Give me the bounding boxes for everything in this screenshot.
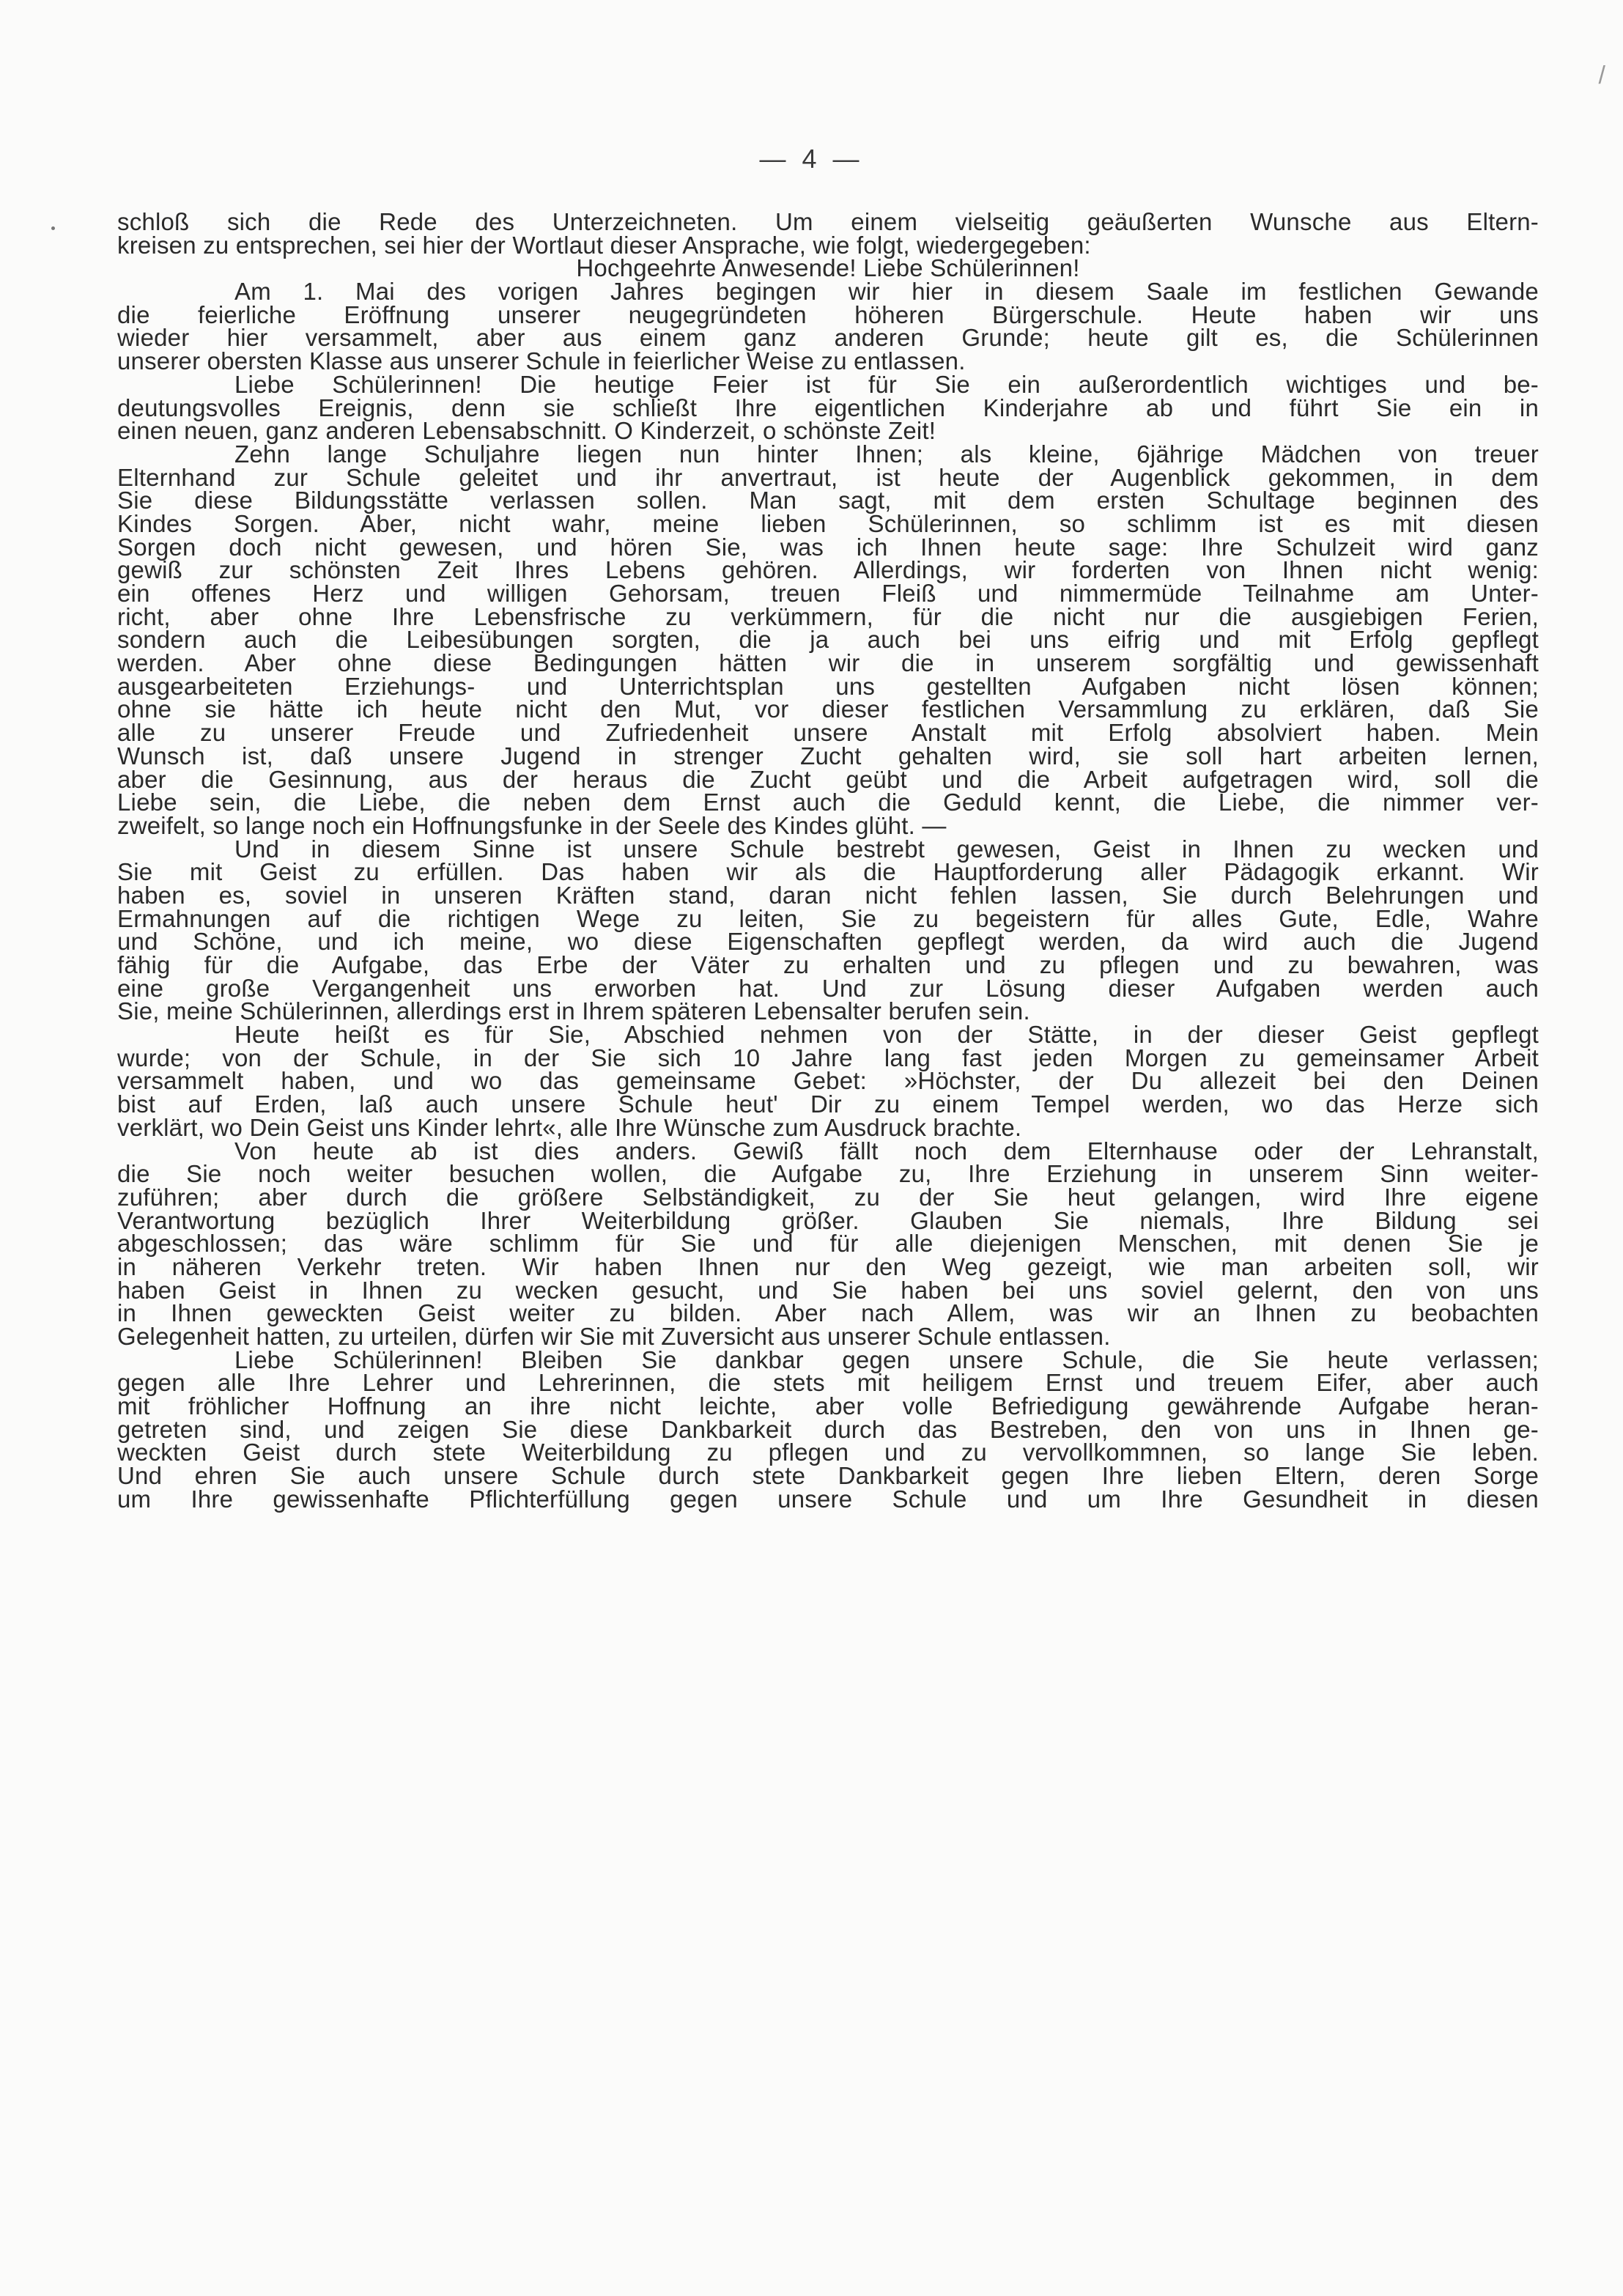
text-line: wurde; von der Schule, in der Sie sich 10 Jahre lang fast jeden Morgen zu gemeinsamer Arbeit <box>117 1044 1539 1071</box>
text-line: Liebe Schülerinnen! Bleiben Sie dankbar gegen unsere Schule, die Sie heute verlassen; <box>234 1346 1539 1373</box>
salutation-line: Hochgeehrte Anwesende! Liebe Schülerinnen! <box>576 254 1080 282</box>
text-line: einen neuen, ganz anderen Lebensabschnitt. O Kinderzeit, o schönste Zeit! <box>117 417 936 445</box>
page-number: — 4 — <box>759 144 864 174</box>
text-line: Wunsch ist, daß unsere Jugend in strenger Zucht gehalten wird, sie soll hart arbeiten lernen, <box>117 742 1539 769</box>
text-line: kreisen zu entsprechen, sei hier der Wortlaut dieser Ansprache, wie folgt, wiedergegeben: <box>117 231 1091 259</box>
text-line: zuführen; aber durch die größere Selbständigkeit, zu der Sie heut gelangen, wird Ihre eigene <box>117 1183 1539 1211</box>
text-line: in Ihnen geweckten Geist weiter zu bilden. Aber nach Allem, was wir an Ihnen zu beobachten <box>117 1299 1539 1327</box>
text-line: getreten sind, und zeigen Sie diese Dankbarkeit durch das Bestreben, den von uns in Ihnen ge- <box>117 1415 1539 1443</box>
text-line: haben Geist in Ihnen zu wecken gesucht, und Sie haben bei uns soviel gelernt, den von uns <box>117 1276 1539 1304</box>
text-line: ausgearbeiteten Erziehungs- und Unterrichtsplan uns gestellten Aufgaben nicht lösen können; <box>117 672 1539 700</box>
text-line: verklärt, wo Dein Geist uns Kinder lehrt«, alle Ihre Wünsche zum Ausdruck brachte. <box>117 1113 1022 1141</box>
text-line: sondern auch die Leibesübungen sorgten, die ja auch bei uns eifrig und mit Erfolg gepflegt <box>117 626 1539 654</box>
text-line: eine große Vergangenheit uns erworben hat. Und zur Lösung dieser Aufgaben werden auch <box>117 974 1539 1002</box>
text-line: ein offenes Herz und willigen Gehorsam, treuen Fleiß und nimmermüde Teilnahme am Unter- <box>117 580 1539 607</box>
text-line: um Ihre gewissenhafte Pflichterfüllung gegen unsere Schule und um Ihre Gesundheit in diesen <box>117 1485 1539 1513</box>
text-line: die Sie noch weiter besuchen wollen, die Aufgabe zu, Ihre Erziehung in unserem Sinn weiter- <box>117 1160 1539 1188</box>
text-line: deutungsvolles Ereignis, denn sie schließt Ihre eigentlichen Kinderjahre ab und führt Sie ein in <box>117 394 1539 421</box>
text-line: Sie diese Bildungsstätte verlassen sollen. Man sagt, mit dem ersten Schultage beginnen des <box>117 487 1539 514</box>
speech-text-block <box>117 210 1539 1511</box>
text-line: Kindes Sorgen. Aber, nicht wahr, meine lieben Schülerinnen, so schlimm ist es mit diesen <box>117 509 1539 537</box>
text-line: zweifelt, so lange noch ein Hoffnungsfunke in der Seele des Kindes glüht. — <box>117 811 947 839</box>
text-line: unserer obersten Klasse aus unserer Schule in feierlicher Weise zu entlassen. <box>117 347 966 375</box>
text-line: ohne sie hätte ich heute nicht den Mut, vor dieser festlichen Versammlung zu erklären, daß Sie <box>117 695 1539 723</box>
text-line: mit fröhlicher Hoffnung an ihre nicht leichte, aber volle Befriedigung gewährende Aufgabe heran- <box>117 1392 1539 1420</box>
text-line: Von heute ab ist dies anders. Gewiß fällt noch dem Elternhause oder der Lehranstalt, <box>234 1137 1539 1164</box>
text-line: aber die Gesinnung, aus der heraus die Zucht geübt und die Arbeit aufgetragen wird, soll die <box>117 765 1539 793</box>
text-line: Sie mit Geist zu erfüllen. Das haben wir als die Hauptforderung aller Pädagogik erkannt. Wir <box>117 858 1539 886</box>
text-line: haben es, soviel in unseren Kräften stand, daran nicht fehlen lassen, Sie durch Belehrungen und <box>117 881 1539 909</box>
text-line: Sorgen doch nicht gewesen, und hören Sie, was ich Ihnen heute sage: Ihre Schulzeit wird ganz <box>117 533 1539 561</box>
margin-dot <box>51 226 55 230</box>
text-line: Und ehren Sie auch unsere Schule durch stete Dankbarkeit gegen Ihre lieben Eltern, deren Sorge <box>117 1462 1539 1490</box>
text-line: Elternhand zur Schule geleitet und ihr anvertraut, ist heute der Augenblick gekommen, in dem <box>117 463 1539 491</box>
text-line: werden. Aber ohne diese Bedingungen hätten wir die in unserem sorgfältig und gewissenhaft <box>117 649 1539 677</box>
margin-pencil-mark: / <box>1598 62 1605 89</box>
text-line: Verantwortung bezüglich Ihrer Weiterbildung größer. Glauben Sie niemals, Ihre Bildung sei <box>117 1206 1539 1234</box>
text-line: Gelegenheit hatten, zu urteilen, dürfen wir Sie mit Zuversicht aus unserer Schule entlassen. <box>117 1323 1111 1350</box>
text-line: wieder hier versammelt, aber aus einem ganz anderen Grunde; heute gilt es, die Schülerinnen <box>117 324 1539 352</box>
text-line: Und in diesem Sinne ist unsere Schule bestrebt gewesen, Geist in Ihnen zu wecken und <box>234 835 1539 863</box>
text-line: fähig für die Aufgabe, das Erbe der Väter zu erhalten und zu pflegen und zu bewahren, was <box>117 951 1539 978</box>
text-line: in näheren Verkehr treten. Wir haben Ihnen nur den Weg gezeigt, wie man arbeiten soll, wir <box>117 1252 1539 1280</box>
text-line: Liebe sein, die Liebe, die neben dem Ernst auch die Geduld kennt, die Liebe, die nimmer ver- <box>117 789 1539 816</box>
text-line: Liebe Schülerinnen! Die heutige Feier ist für Sie ein außerordentlich wichtiges und be- <box>234 370 1539 398</box>
text-line: versammelt haben, und wo das gemeinsame Gebet: »Höchster, der Du allezeit bei den Deinen <box>117 1067 1539 1095</box>
text-line: Ermahnungen auf die richtigen Wege zu leiten, Sie zu begeistern für alles Gute, Edle, Wahre <box>117 904 1539 932</box>
text-line: Am 1. Mai des vorigen Jahres begingen wir hier in diesem Saale im festlichen Gewande <box>234 278 1539 306</box>
text-line: die feierliche Eröffnung unserer neugegründeten höheren Bürgerschule. Heute haben wir uns <box>117 300 1539 328</box>
text-line: und Schöne, und ich meine, wo diese Eigenschaften gepflegt werden, da wird auch die Jugend <box>117 928 1539 956</box>
text-line: gegen alle Ihre Lehrer und Lehrerinnen, die stets mit heiligem Ernst und treuem Eifer, aber auch <box>117 1369 1539 1397</box>
text-line: schloß sich die Rede des Unterzeichneten. Um einem vielseitig geäußerten Wunsche aus Eltern- <box>117 208 1539 235</box>
text-line: bist auf Erden, laß auch unsere Schule heut' Dir zu einem Tempel werden, wo das Herze sich <box>117 1090 1539 1118</box>
text-line: alle zu unserer Freude und Zufriedenheit unsere Anstalt mit Erfolg absolviert haben. Mein <box>117 719 1539 747</box>
text-line: Heute heißt es für Sie, Abschied nehmen von der Stätte, in der dieser Geist gepflegt <box>234 1021 1539 1049</box>
text-line: weckten Geist durch stete Weiterbildung zu pflegen und zu vervollkommnen, so lange Sie leben. <box>117 1439 1539 1466</box>
text-line: Zehn lange Schuljahre liegen nun hinter Ihnen; als kleine, 6jährige Mädchen von treuer <box>234 440 1539 468</box>
text-line: Sie, meine Schülerinnen, allerdings erst in Ihrem späteren Lebensalter berufen sein. <box>117 997 1030 1025</box>
text-line: gewiß zur schönsten Zeit Ihres Lebens gehören. Allerdings, wir forderten von Ihnen nicht wenig: <box>117 556 1539 584</box>
text-line: abgeschlossen; das wäre schlimm für Sie und für alle diejenigen Menschen, mit denen Sie je <box>117 1230 1539 1258</box>
text-line: richt, aber ohne Ihre Lebensfrische zu verkümmern, für die nicht nur die ausgiebigen Ferien, <box>117 602 1539 630</box>
